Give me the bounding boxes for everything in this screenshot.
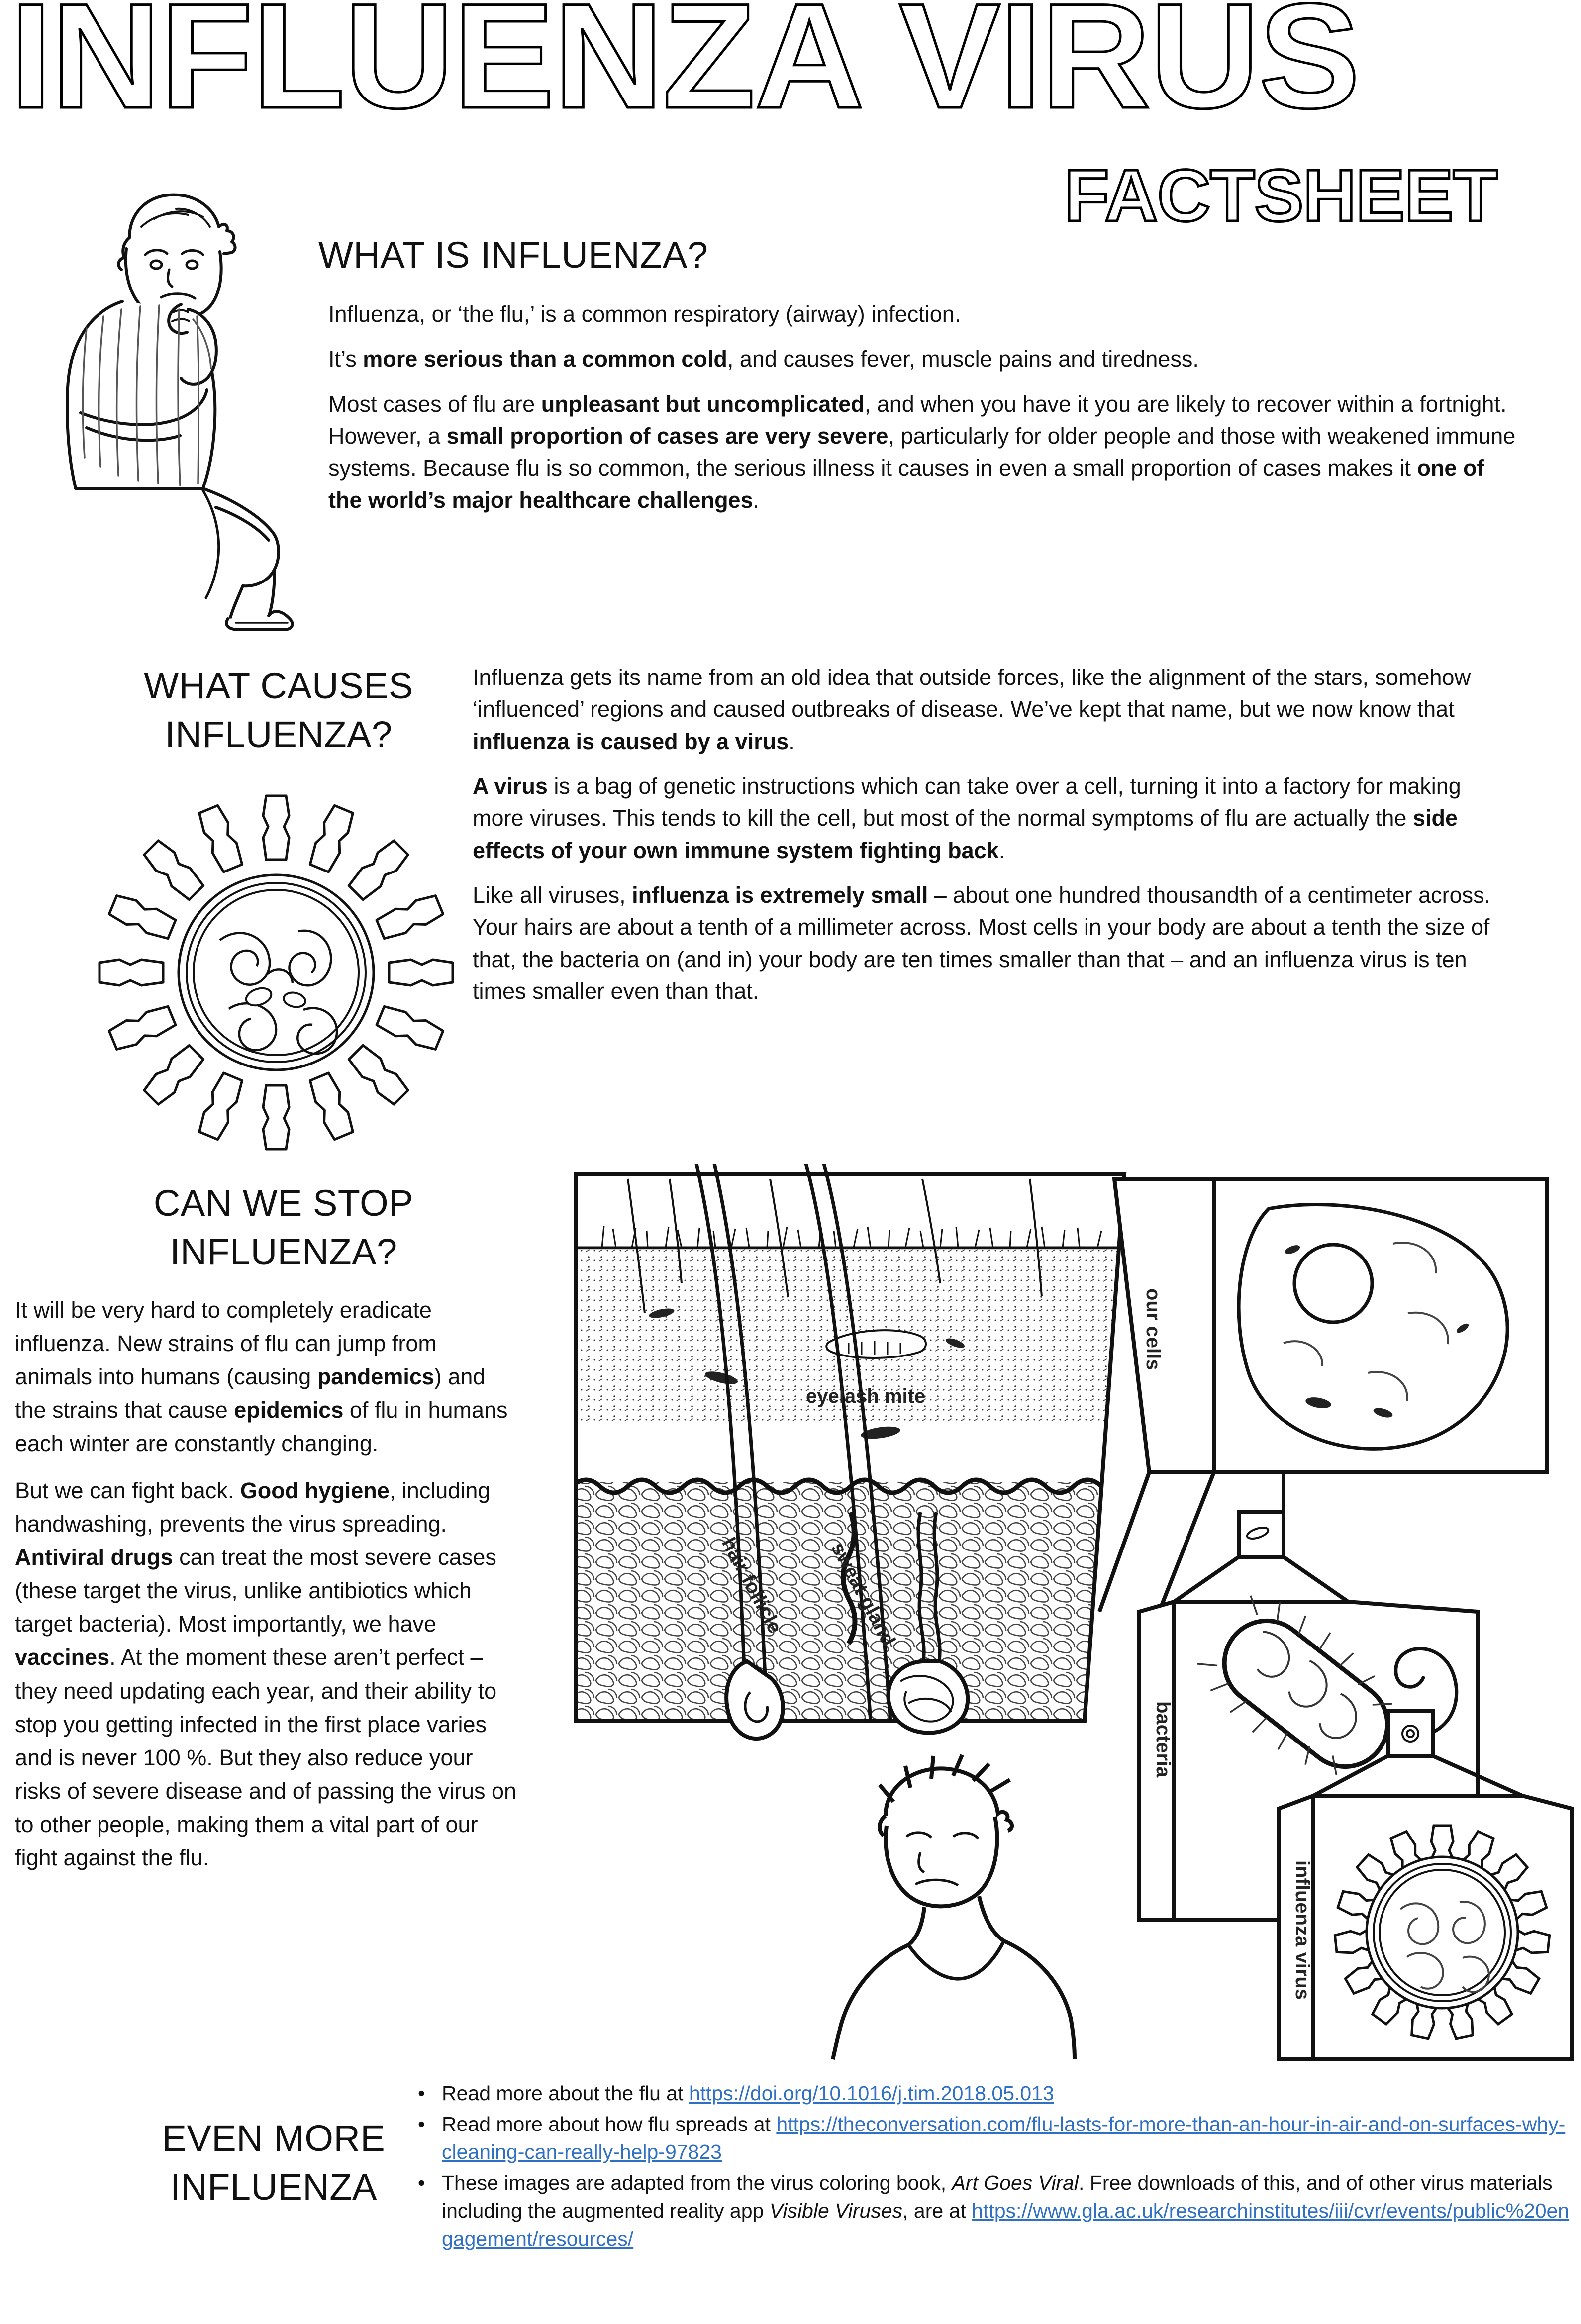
reference-text-1: Read more about the flu at https://doi.org/10.1016/j.tim.2018.05.013 bbox=[442, 2082, 1054, 2105]
heading-line-1: WHAT CAUSES bbox=[144, 665, 413, 706]
paragraph-stop-1: It will be very hard to completely eradicate influenza. New strains of flu can jump from animals into humans (causing pandemics) and the strains that cause epidemics of flu in humans each winter are constantly changing. bbox=[15, 1297, 508, 1456]
page-subtitle: FACTSHEET bbox=[1064, 155, 1497, 237]
link-theconversation-flu-spreads[interactable]: https://theconversation.com/flu-lasts-for-more-than-an-hour-in-air-and-on-surfaces-why-cleaning-can-really-help-97823 bbox=[442, 2112, 1566, 2164]
paragraph-stop-2: But we can fight back. Good hygiene, including handwashing, prevents the virus spreading. Antiviral drugs can treat the most severe cases (these target the virus, unlike antibiotics which target bacteria). Most importantly, we have vaccines. At the moment these aren’t perfect – they need updating each year, and their ability to stop you getting infected in the first place varies and is never 100 %. But they also reduce your risks of severe disease and of passing the virus on to other people, making them a vital part of our fight against the flu. bbox=[15, 1478, 517, 1870]
page-title: INFLUENZA VIRUS bbox=[10, 0, 1360, 139]
influenza-virus-illustration bbox=[80, 776, 473, 1169]
reference-text-3: These images are adapted from the virus coloring book, Art Goes Viral. Free downloads of this, and of other virus materials including the augmented reality app Visible Viruses, are at https://www.gla.ac.uk/researchinstitutes/iii/cvr/events/public%20engagement/resources/ bbox=[442, 2171, 1570, 2250]
paragraph-causes-2: A virus is a bag of genetic instructions which can take over a cell, turning it into a factory for making more viruses. This tends to kill the cell, but most of the normal symptoms of flu are actually the side effects of your own immune system fighting back. bbox=[473, 774, 1461, 863]
label-eyelash-mite: eyelash mite bbox=[806, 1385, 926, 1407]
list-item bbox=[418, 2110, 1572, 2166]
app-title-visible-viruses: Visible Viruses bbox=[769, 2199, 903, 2223]
paragraph-intro-3: Most cases of flu are unpleasant but uncomplicated, and when you have it you are likely to recover within a fortnight. However, a small proportion of cases are very severe, particularly for older people and those with weakened immune systems. Because flu is so common, the serious illness it causes in even a small proportion of cases makes it one of the world’s major healthcare challenges. bbox=[328, 391, 1516, 513]
label-hair-follicle: hair follicle bbox=[717, 1534, 787, 1637]
bullet-glyph: • bbox=[418, 2112, 425, 2135]
paragraph-intro-1: Influenza, or ‘the flu,’ is a common respiratory (airway) infection. bbox=[328, 301, 961, 327]
list-item bbox=[418, 2079, 1572, 2108]
paragraph-causes-3: Like all viruses, influenza is extremely small – about one hundred thousandth of a centimeter across. Your hairs are about a tenth of a millimeter across. Most cells in your body are about a tenth the size of that, the bacteria on (and in) your body are ten times smaller than that – and an influenza virus is ten times smaller even than that. bbox=[473, 882, 1491, 1004]
paragraph-causes-1: Influenza gets its name from an old idea that outside forces, like the alignment of the stars, somehow ‘influenced’ regions and caused outbreaks of disease. We’ve kept that name, but we now know that influenza is caused by a virus. bbox=[473, 665, 1471, 754]
bullet-glyph: • bbox=[418, 2171, 425, 2194]
heading-line-1: CAN WE STOP bbox=[153, 1182, 414, 1224]
heading-line-1: EVEN MORE bbox=[162, 2118, 386, 2159]
heading-can-we-stop-influenza bbox=[70, 1179, 497, 1276]
label-our-cells: our cells bbox=[1142, 1288, 1164, 1370]
heading-line-2: INFLUENZA bbox=[170, 2166, 377, 2208]
section-can-we-stop-body bbox=[15, 1293, 517, 1888]
heading-line-2: INFLUENZA? bbox=[170, 1231, 397, 1272]
paragraph-intro-2: It’s more serious than a common cold, and causes fever, muscle pains and tiredness. bbox=[328, 346, 1199, 372]
label-influenza-virus: influenza virus bbox=[1291, 1860, 1313, 2000]
section-what-causes-influenza-body bbox=[473, 662, 1517, 1020]
heading-even-more-influenza bbox=[80, 2114, 468, 2211]
heading-what-causes-influenza bbox=[90, 662, 468, 759]
book-title-art-goes-viral: Art Goes Viral bbox=[952, 2171, 1079, 2194]
section-what-is-influenza-body bbox=[328, 298, 1517, 529]
label-sweat-gland: sweat gland bbox=[827, 1539, 900, 1650]
title-block bbox=[0, 0, 1581, 237]
reference-text-2: Read more about how flu spreads at https://theconversation.com/flu-lasts-for-more-than-an-hour-in-air-and-on-surfaces-why-cleaning-can-really-help-97823 bbox=[442, 2112, 1566, 2164]
link-doi-flu[interactable]: https://doi.org/10.1016/j.tim.2018.05.013 bbox=[689, 2082, 1054, 2105]
list-item bbox=[418, 2169, 1572, 2253]
heading-line-2: INFLUENZA? bbox=[165, 713, 393, 755]
heading-what-is-influenza: WHAT IS INFLUENZA? bbox=[318, 234, 708, 276]
references-list bbox=[418, 2079, 1572, 2255]
bullet-glyph: • bbox=[418, 2082, 425, 2105]
label-bacteria: bacteria bbox=[1152, 1701, 1174, 1778]
link-gla-resources[interactable]: https://www.gla.ac.uk/researchinstitutes/iii/cvr/events/public%20engagement/resources/ bbox=[442, 2199, 1570, 2250]
sick-person-illustration bbox=[39, 179, 302, 632]
skin-scale-diagram bbox=[572, 1164, 1581, 2074]
